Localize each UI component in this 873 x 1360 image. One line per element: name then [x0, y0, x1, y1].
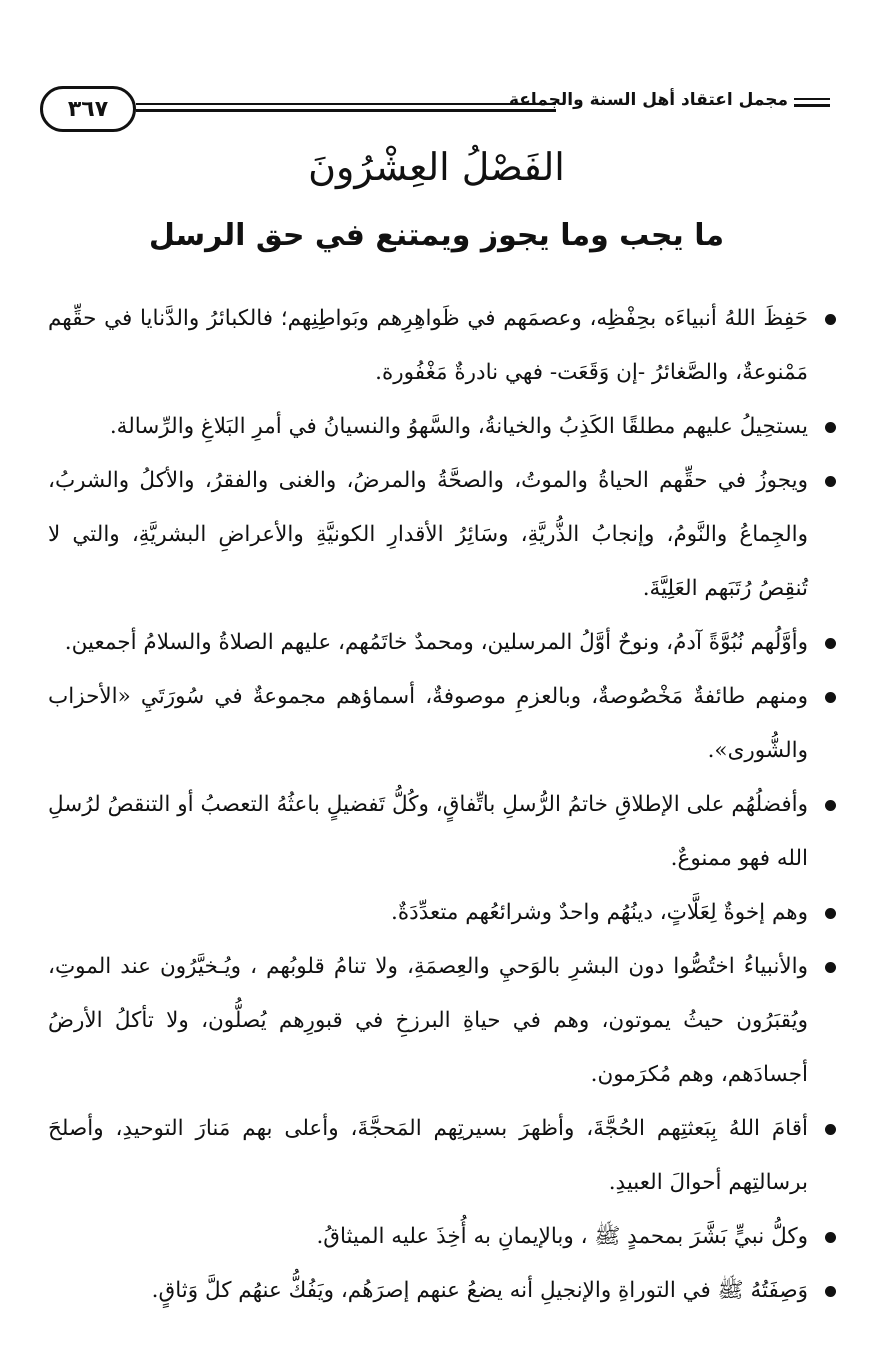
header-rule-tail	[794, 104, 830, 107]
list-item	[48, 1210, 838, 1264]
bullet-dot-icon	[825, 1232, 836, 1243]
bullet-dot-icon	[825, 422, 836, 433]
list-item-text: وأوَّلُهم نُبُوَّةً آدمُ، ونوحٌ أوَّلُ المرسلين، ومحمدٌ خاتَمُهم، عليهم الصلاةُ والسلامُ أجمعين.	[64, 630, 808, 655]
chapter-title: الفَصْلُ العِشْرُونَ	[308, 145, 565, 189]
bullet-list	[48, 292, 838, 1318]
list-item	[48, 400, 838, 454]
list-item-text: وهم إخوةٌ لِعَلَّاتٍ، دينُهُم واحدٌ وشرائعُهم متعدِّدَةٌ.	[391, 900, 808, 925]
list-item	[48, 292, 838, 400]
bullet-dot-icon	[825, 1124, 836, 1135]
list-item-text: وَصِفَتُهُ ﷺ في التوراةِ والإنجيلِ أنه يضعُ عنهم إصرَهُم، ويَفُكُّ عنهُم كلَّ وَثاقٍ.	[151, 1278, 808, 1303]
header-rule	[136, 103, 556, 105]
running-header	[30, 86, 830, 136]
list-item	[48, 1264, 838, 1318]
section-title: ما يجب وما يجوز ويمتنع في حق الرسل	[148, 218, 725, 253]
list-item-text: حَفِظَ اللهُ أنبياءَه بحِفْظِه، وعصمَهم في ظَواهِرِهم وبَواطِنِهم؛ فالكبائرُ والدَّنايا في حقِّهم مَمْنوعةٌ، والصَّغائرُ -إن وَقَعَت- فهي نادرةٌ مَغْفُورة.	[48, 306, 808, 385]
list-item	[48, 616, 838, 670]
list-item	[48, 454, 838, 616]
list-item	[48, 1102, 838, 1210]
list-item	[48, 670, 838, 778]
bullet-dot-icon	[825, 476, 836, 487]
header-rule-tail	[794, 98, 830, 100]
list-item-text: ومنهم طائفةٌ مَخْصُوصةٌ، وبالعزمِ موصوفةٌ، أسماؤهم مجموعةٌ في سُورَتَيِ «الأحزاب والشُّورى».	[48, 684, 808, 763]
list-item	[48, 778, 838, 886]
list-item-text: وأفضلُهُم على الإطلاقِ خاتمُ الرُّسلِ باتِّفاقٍ، وكُلُّ تَفضيلٍ باعثُهُ التعصبُ أو التنقصُ لرُسلِ الله فهو ممنوعٌ.	[48, 792, 808, 871]
bullet-dot-icon	[825, 800, 836, 811]
bullet-dot-icon	[825, 908, 836, 919]
bullet-dot-icon	[825, 314, 836, 325]
list-item-text: ويجوزُ في حقِّهم الحياةُ والموتُ، والصحَّةُ والمرضُ، والغنى والفقرُ، والأكلُ والشربُ، والجِماعُ والنَّومُ، وإنجابُ الذُّريَّةِ، وسَائِرُ الأقدارِ الكونيَّةِ والأعراضِ البشريَّةِ، والتي لا تُنقِصُ رُتَبَهم العَلِيَّةَ.	[48, 468, 808, 601]
header-rule	[136, 109, 556, 112]
list-item	[48, 940, 838, 1102]
list-item	[48, 886, 838, 940]
list-item-text: وكلُّ نبيٍّ بَشَّرَ بمحمدٍ ﷺ ، وبالإيمانِ به أُخِذَ عليه الميثاقُ.	[316, 1224, 808, 1249]
bullet-dot-icon	[825, 692, 836, 703]
bullet-dot-icon	[825, 1286, 836, 1297]
bullet-dot-icon	[825, 962, 836, 973]
page-number: ٣٦٧	[40, 86, 136, 132]
list-item-text: يستحِيلُ عليهم مطلقًا الكَذِبُ والخيانةُ، والسَّهوُ والنسيانُ في أمرِ البَلاغِ والرِّسالة.	[109, 414, 808, 439]
bullet-dot-icon	[825, 638, 836, 649]
running-title: مجمل اعتقاد أهل السنة والجماعة	[508, 90, 788, 110]
list-item-text: أقامَ اللهُ بِبَعثتِهم الحُجَّةَ، وأظهرَ بسيرتِهم المَحجَّةَ، وأعلى بهم مَنارَ التوحيدِ، وأصلحَ برسالتِهم أحوالَ العبيدِ.	[48, 1116, 808, 1195]
list-item-text: والأنبياءُ اختُصُّوا دون البشرِ بالوَحيِ والعِصمَةِ، ولا تنامُ قلوبُهم ، ويُـخيَّرُون عند الموتِ، ويُقبَرُون حيثُ يموتون، وهم في حياةِ البرزخِ في قبورِهم يُصلُّون، ولا تأكلُ الأرضُ أجسادَهم، وهم مُكرَمون.	[48, 954, 808, 1087]
